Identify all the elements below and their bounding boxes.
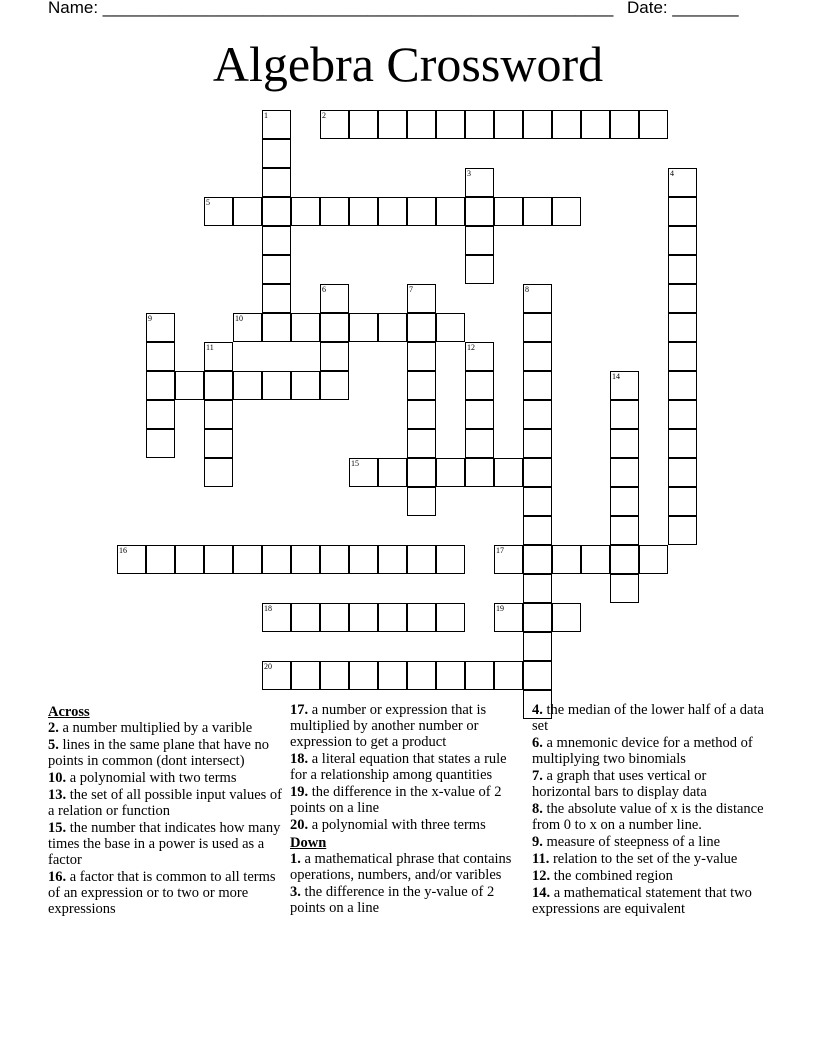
grid-cell[interactable] [233, 313, 262, 342]
grid-cell[interactable] [146, 371, 175, 400]
grid-cell[interactable] [436, 313, 465, 342]
grid-cell[interactable] [436, 545, 465, 574]
grid-cell[interactable] [668, 313, 697, 342]
clue-number-label: 2. [48, 720, 59, 736]
grid-cell[interactable] [146, 429, 175, 458]
clue-column-3 [532, 702, 768, 918]
grid-cell[interactable] [146, 400, 175, 429]
grid-cell[interactable] [146, 313, 175, 342]
grid-cell[interactable] [407, 458, 436, 487]
grid-cell[interactable] [204, 545, 233, 574]
grid-cell[interactable] [407, 545, 436, 574]
clue-number: 2 [322, 111, 326, 120]
clue-number-label: 9. [532, 834, 543, 850]
clue-number-label: 6. [532, 735, 543, 751]
grid-cell[interactable] [407, 371, 436, 400]
clue-text: a polynomial with two terms [66, 770, 237, 786]
grid-cell[interactable] [320, 342, 349, 371]
grid-cell[interactable] [523, 632, 552, 661]
across-heading: Across [48, 704, 90, 720]
grid-cell[interactable] [262, 255, 291, 284]
clue-number: 14 [612, 372, 620, 381]
grid-cell[interactable] [494, 458, 523, 487]
clue-number: 8 [525, 285, 529, 294]
grid-cell[interactable] [465, 255, 494, 284]
grid-cell[interactable] [668, 371, 697, 400]
grid-cell[interactable] [262, 661, 291, 690]
clue-text: a graph that uses vertical or horizontal bars to display data [532, 768, 707, 800]
clue-text: a factor that is common to all terms of an expression or to two or more expressions [48, 869, 276, 917]
grid-cell[interactable] [233, 371, 262, 400]
clue-number-label: 11. [532, 851, 550, 867]
grid-cell[interactable] [523, 487, 552, 516]
clue-item [532, 868, 768, 884]
date-line: Date: _______ [627, 0, 739, 17]
clue-number: 4 [670, 169, 674, 178]
clue-text: the combined region [550, 868, 673, 884]
grid-cell[interactable] [407, 284, 436, 313]
grid-cell[interactable] [349, 603, 378, 632]
clue-item [290, 751, 526, 783]
clue-text: the difference in the y-value of 2 points on a line [290, 884, 495, 916]
clue-item [290, 784, 526, 816]
grid-cell[interactable] [262, 545, 291, 574]
grid-cell[interactable] [610, 487, 639, 516]
grid-cell[interactable] [117, 545, 146, 574]
grid-cell[interactable] [320, 197, 349, 226]
clue-number-label: 8. [532, 801, 543, 817]
clue-number: 12 [467, 343, 475, 352]
grid-cell[interactable] [291, 313, 320, 342]
clue-item [290, 851, 526, 883]
grid-cell[interactable] [262, 226, 291, 255]
grid-cell[interactable] [465, 429, 494, 458]
clue-text: a number multiplied by a varible [58, 720, 253, 736]
grid-cell[interactable] [494, 197, 523, 226]
clue-number: 20 [264, 662, 272, 671]
grid-cell[interactable] [552, 197, 581, 226]
clue-item [48, 787, 284, 819]
clue-text: the number that indicates how many times the base in a power is used as a factor [48, 820, 281, 868]
grid-cell[interactable] [610, 458, 639, 487]
grid-cell[interactable] [378, 661, 407, 690]
clue-number-label: 15. [48, 820, 67, 836]
clue-text: a literal equation that states a rule for a relationship among quantities [290, 751, 507, 783]
grid-cell[interactable] [668, 284, 697, 313]
clue-number-label: 20. [290, 817, 309, 833]
clue-text: a mnemonic device for a method of multiplying two binomials [532, 735, 753, 767]
grid-cell[interactable] [262, 313, 291, 342]
grid-cell[interactable] [494, 545, 523, 574]
clue-text: the difference in the x-value of 2 points on a line [290, 784, 502, 816]
clue-item [532, 735, 768, 767]
clue-text: a number or expression that is multiplied by another number or expression to get a product [290, 702, 487, 750]
grid-cell[interactable] [436, 110, 465, 139]
clue-text: relation to the set of the y-value [549, 851, 738, 867]
grid-cell[interactable] [523, 661, 552, 690]
grid-cell[interactable] [523, 429, 552, 458]
grid-cell[interactable] [523, 400, 552, 429]
grid-cell[interactable] [610, 400, 639, 429]
page-title: Algebra Crossword [212, 36, 604, 92]
grid-cell[interactable] [610, 110, 639, 139]
grid-cell[interactable] [523, 313, 552, 342]
clue-item [532, 702, 768, 734]
grid-cell[interactable] [233, 197, 262, 226]
clue-number: 7 [409, 285, 413, 294]
grid-cell[interactable] [378, 545, 407, 574]
clue-number-label: 18. [290, 751, 309, 767]
clue-number-label: 10. [48, 770, 67, 786]
clue-item [290, 884, 526, 916]
grid-cell[interactable] [407, 110, 436, 139]
grid-cell[interactable] [175, 371, 204, 400]
grid-cell[interactable] [523, 284, 552, 313]
grid-cell[interactable] [668, 429, 697, 458]
clue-item [532, 801, 768, 833]
grid-cell[interactable] [378, 458, 407, 487]
clue-item [48, 869, 284, 917]
grid-cell[interactable] [204, 342, 233, 371]
grid-cell[interactable] [320, 661, 349, 690]
grid-cell[interactable] [262, 139, 291, 168]
grid-cell[interactable] [523, 371, 552, 400]
grid-cell[interactable] [610, 545, 639, 574]
grid-cell[interactable] [610, 429, 639, 458]
grid-cell[interactable] [407, 487, 436, 516]
clue-number-label: 5. [48, 737, 59, 753]
clue-number: 1 [264, 111, 268, 120]
grid-cell[interactable] [349, 110, 378, 139]
clue-item [532, 834, 768, 850]
grid-cell[interactable] [668, 226, 697, 255]
clue-column-1 [48, 702, 284, 918]
grid-cell[interactable] [291, 603, 320, 632]
grid-cell[interactable] [523, 574, 552, 603]
grid-cell[interactable] [291, 545, 320, 574]
grid-cell[interactable] [465, 661, 494, 690]
grid-cell[interactable] [407, 342, 436, 371]
grid-cell[interactable] [262, 603, 291, 632]
clue-number: 15 [351, 459, 359, 468]
clue-number: 5 [206, 198, 210, 207]
grid-cell[interactable] [523, 197, 552, 226]
clue-item [48, 820, 284, 868]
grid-cell[interactable] [320, 545, 349, 574]
clue-item [48, 720, 284, 736]
grid-cell[interactable] [465, 371, 494, 400]
grid-cell[interactable] [204, 197, 233, 226]
clue-column-2 [290, 702, 526, 917]
grid-cell[interactable] [465, 342, 494, 371]
grid-cell[interactable] [552, 545, 581, 574]
grid-cell[interactable] [320, 603, 349, 632]
grid-cell[interactable] [581, 110, 610, 139]
grid-cell[interactable] [465, 197, 494, 226]
grid-cell[interactable] [320, 371, 349, 400]
grid-cell[interactable] [668, 400, 697, 429]
grid-cell[interactable] [523, 603, 552, 632]
clue-text: lines in the same plane that have no points in common (dont intersect) [48, 737, 270, 769]
grid-cell[interactable] [668, 516, 697, 545]
clue-item [48, 770, 284, 786]
grid-cell[interactable] [610, 371, 639, 400]
grid-cell[interactable] [581, 545, 610, 574]
clue-number-label: 17. [290, 702, 309, 718]
grid-cell[interactable] [320, 313, 349, 342]
grid-cell[interactable] [610, 516, 639, 545]
clue-number: 16 [119, 546, 127, 555]
clue-number-label: 3. [290, 884, 301, 900]
clue-text: measure of steepness of a line [542, 834, 721, 850]
grid-cell[interactable] [233, 545, 262, 574]
grid-cell[interactable] [407, 603, 436, 632]
grid-cell[interactable] [465, 400, 494, 429]
grid-cell[interactable] [320, 284, 349, 313]
grid-cell[interactable] [407, 197, 436, 226]
grid-cell[interactable] [291, 371, 320, 400]
grid-cell[interactable] [349, 545, 378, 574]
grid-cell[interactable] [204, 458, 233, 487]
grid-cell[interactable] [320, 110, 349, 139]
grid-cell[interactable] [494, 110, 523, 139]
grid-cell[interactable] [436, 661, 465, 690]
clue-number: 17 [496, 546, 504, 555]
clue-item [532, 851, 768, 867]
grid-cell[interactable] [668, 458, 697, 487]
clue-number: 18 [264, 604, 272, 613]
clue-text: a polynomial with three terms [308, 817, 486, 833]
clue-text: a mathematical statement that two expressions are equivalent [532, 885, 752, 917]
grid-cell[interactable] [668, 342, 697, 371]
grid-cell[interactable] [552, 110, 581, 139]
grid-cell[interactable] [262, 110, 291, 139]
grid-cell[interactable] [407, 313, 436, 342]
grid-cell[interactable] [204, 371, 233, 400]
clue-number-label: 13. [48, 787, 67, 803]
clue-text: a mathematical phrase that contains operations, numbers, and/or varibles [290, 851, 512, 883]
grid-cell[interactable] [349, 313, 378, 342]
clue-number-label: 12. [532, 868, 551, 884]
clue-text: the absolute value of x is the distance from 0 to x on a number line. [532, 801, 764, 833]
down-heading: Down [290, 835, 327, 851]
clue-number-label: 14. [532, 885, 551, 901]
grid-cell[interactable] [262, 197, 291, 226]
grid-cell[interactable] [378, 313, 407, 342]
grid-cell[interactable] [639, 545, 668, 574]
grid-cell[interactable] [262, 168, 291, 197]
grid-cell[interactable] [523, 545, 552, 574]
clue-number: 3 [467, 169, 471, 178]
grid-cell[interactable] [552, 603, 581, 632]
grid-cell[interactable] [668, 168, 697, 197]
grid-cell[interactable] [465, 226, 494, 255]
grid-cell[interactable] [494, 661, 523, 690]
clue-number: 9 [148, 314, 152, 323]
clue-item [532, 768, 768, 800]
grid-cell[interactable] [204, 400, 233, 429]
grid-cell[interactable] [639, 110, 668, 139]
grid-cell[interactable] [146, 545, 175, 574]
grid-cell[interactable] [610, 574, 639, 603]
grid-cell[interactable] [523, 458, 552, 487]
clue-text: the median of the lower half of a data set [532, 702, 764, 734]
grid-cell[interactable] [668, 197, 697, 226]
clue-item [48, 737, 284, 769]
grid-cell[interactable] [494, 603, 523, 632]
clue-number-label: 4. [532, 702, 543, 718]
clue-number-label: 1. [290, 851, 301, 867]
clue-number: 19 [496, 604, 504, 613]
grid-cell[interactable] [349, 661, 378, 690]
grid-cell[interactable] [291, 197, 320, 226]
grid-cell[interactable] [349, 197, 378, 226]
grid-cell[interactable] [465, 110, 494, 139]
grid-cell[interactable] [378, 197, 407, 226]
grid-cell[interactable] [175, 545, 204, 574]
grid-cell[interactable] [465, 168, 494, 197]
grid-cell[interactable] [523, 110, 552, 139]
grid-cell[interactable] [436, 458, 465, 487]
clue-item [290, 702, 526, 750]
clue-number-label: 7. [532, 768, 543, 784]
grid-cell[interactable] [668, 487, 697, 516]
name-line: Name: ______________________________________________________ [48, 0, 614, 17]
clue-number: 11 [206, 343, 214, 352]
grid-cell[interactable] [262, 284, 291, 313]
clue-number: 10 [235, 314, 243, 323]
grid-cell[interactable] [146, 342, 175, 371]
clue-number: 6 [322, 285, 326, 294]
grid-cell[interactable] [436, 603, 465, 632]
grid-cell[interactable] [204, 429, 233, 458]
grid-cell[interactable] [668, 255, 697, 284]
grid-cell[interactable] [262, 371, 291, 400]
clue-text: the set of all possible input values of a relation or function [48, 787, 282, 819]
grid-cell[interactable] [523, 342, 552, 371]
grid-cell[interactable] [291, 661, 320, 690]
grid-cell[interactable] [465, 458, 494, 487]
grid-cell[interactable] [378, 110, 407, 139]
grid-cell[interactable] [378, 603, 407, 632]
grid-cell[interactable] [407, 400, 436, 429]
grid-cell[interactable] [349, 458, 378, 487]
grid-cell[interactable] [436, 197, 465, 226]
clue-number-label: 16. [48, 869, 67, 885]
grid-cell[interactable] [407, 429, 436, 458]
clue-item [532, 885, 768, 917]
grid-cell[interactable] [407, 661, 436, 690]
grid-cell[interactable] [523, 516, 552, 545]
clue-item [290, 817, 526, 833]
clue-number-label: 19. [290, 784, 309, 800]
